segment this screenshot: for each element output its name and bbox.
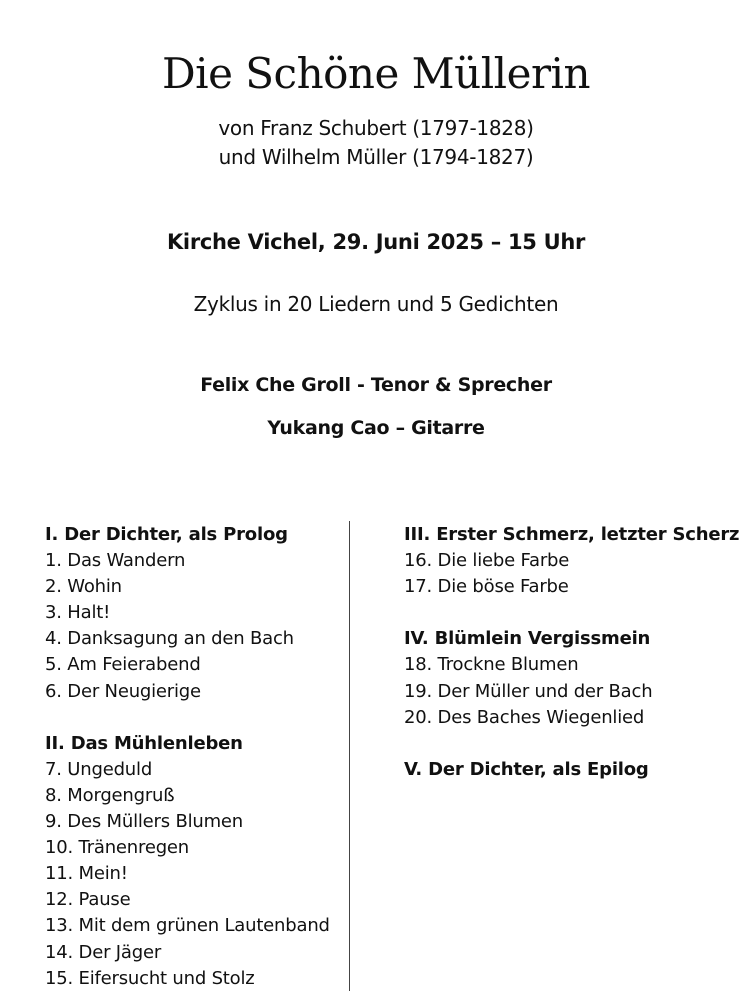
- composer-line: von Franz Schubert (1797-1828): [218, 116, 534, 140]
- event-info: Kirche Vichel, 29. Juni 2025 – 15 Uhr: [166, 230, 586, 254]
- song-item: 20. Des Baches Wiegenlied: [404, 706, 645, 728]
- song-item: 9. Des Müllers Blumen: [45, 811, 244, 833]
- section-title: IV. Blümlein Vergissmein: [404, 628, 651, 650]
- song-item: 5. Am Feierabend: [45, 654, 201, 676]
- performer-guitar: Yukang Cao – Gitarre: [267, 417, 485, 439]
- cycle-description: Zyklus in 20 Liedern und 5 Gedichten: [193, 292, 559, 316]
- song-item: 14. Der Jäger: [45, 941, 162, 963]
- performer-tenor: Felix Che Groll - Tenor & Sprecher: [200, 374, 552, 396]
- song-item: 7. Ungeduld: [45, 758, 153, 780]
- song-item: 19. Der Müller und der Bach: [404, 680, 653, 702]
- song-item: 16. Die liebe Farbe: [404, 550, 570, 572]
- column-divider: [349, 521, 350, 991]
- program-column-left: [45, 522, 330, 992]
- section-title: II. Das Mühlenleben: [45, 732, 243, 754]
- song-item: 8. Morgengruß: [45, 784, 175, 806]
- song-item: 17. Die böse Farbe: [404, 576, 569, 598]
- song-item: 1. Das Wandern: [45, 550, 186, 572]
- section-title: I. Der Dichter, als Prolog: [45, 524, 288, 545]
- program-column-right: [404, 522, 739, 783]
- song-item: 12. Pause: [45, 889, 131, 911]
- song-item: 2. Wohin: [45, 576, 122, 598]
- song-item: 3. Halt!: [45, 602, 111, 624]
- section-title: V. Der Dichter, als Epilog: [404, 758, 649, 780]
- section-title: III. Erster Schmerz, letzter Scherz: [404, 524, 740, 545]
- poet-line: und Wilhelm Müller (1794-1827): [218, 145, 534, 169]
- song-item: 11. Mein!: [45, 863, 128, 885]
- page-title: Die Schöne Müllerin: [161, 49, 591, 98]
- song-item: 15. Eifersucht und Stolz: [45, 967, 255, 989]
- song-item: 13. Mit dem grünen Lautenband: [45, 915, 330, 937]
- song-item: 6. Der Neugierige: [45, 680, 201, 702]
- song-item: 10. Tränenregen: [45, 837, 190, 859]
- song-item: 4. Danksagung an den Bach: [45, 628, 294, 650]
- song-item: 18. Trockne Blumen: [404, 654, 579, 676]
